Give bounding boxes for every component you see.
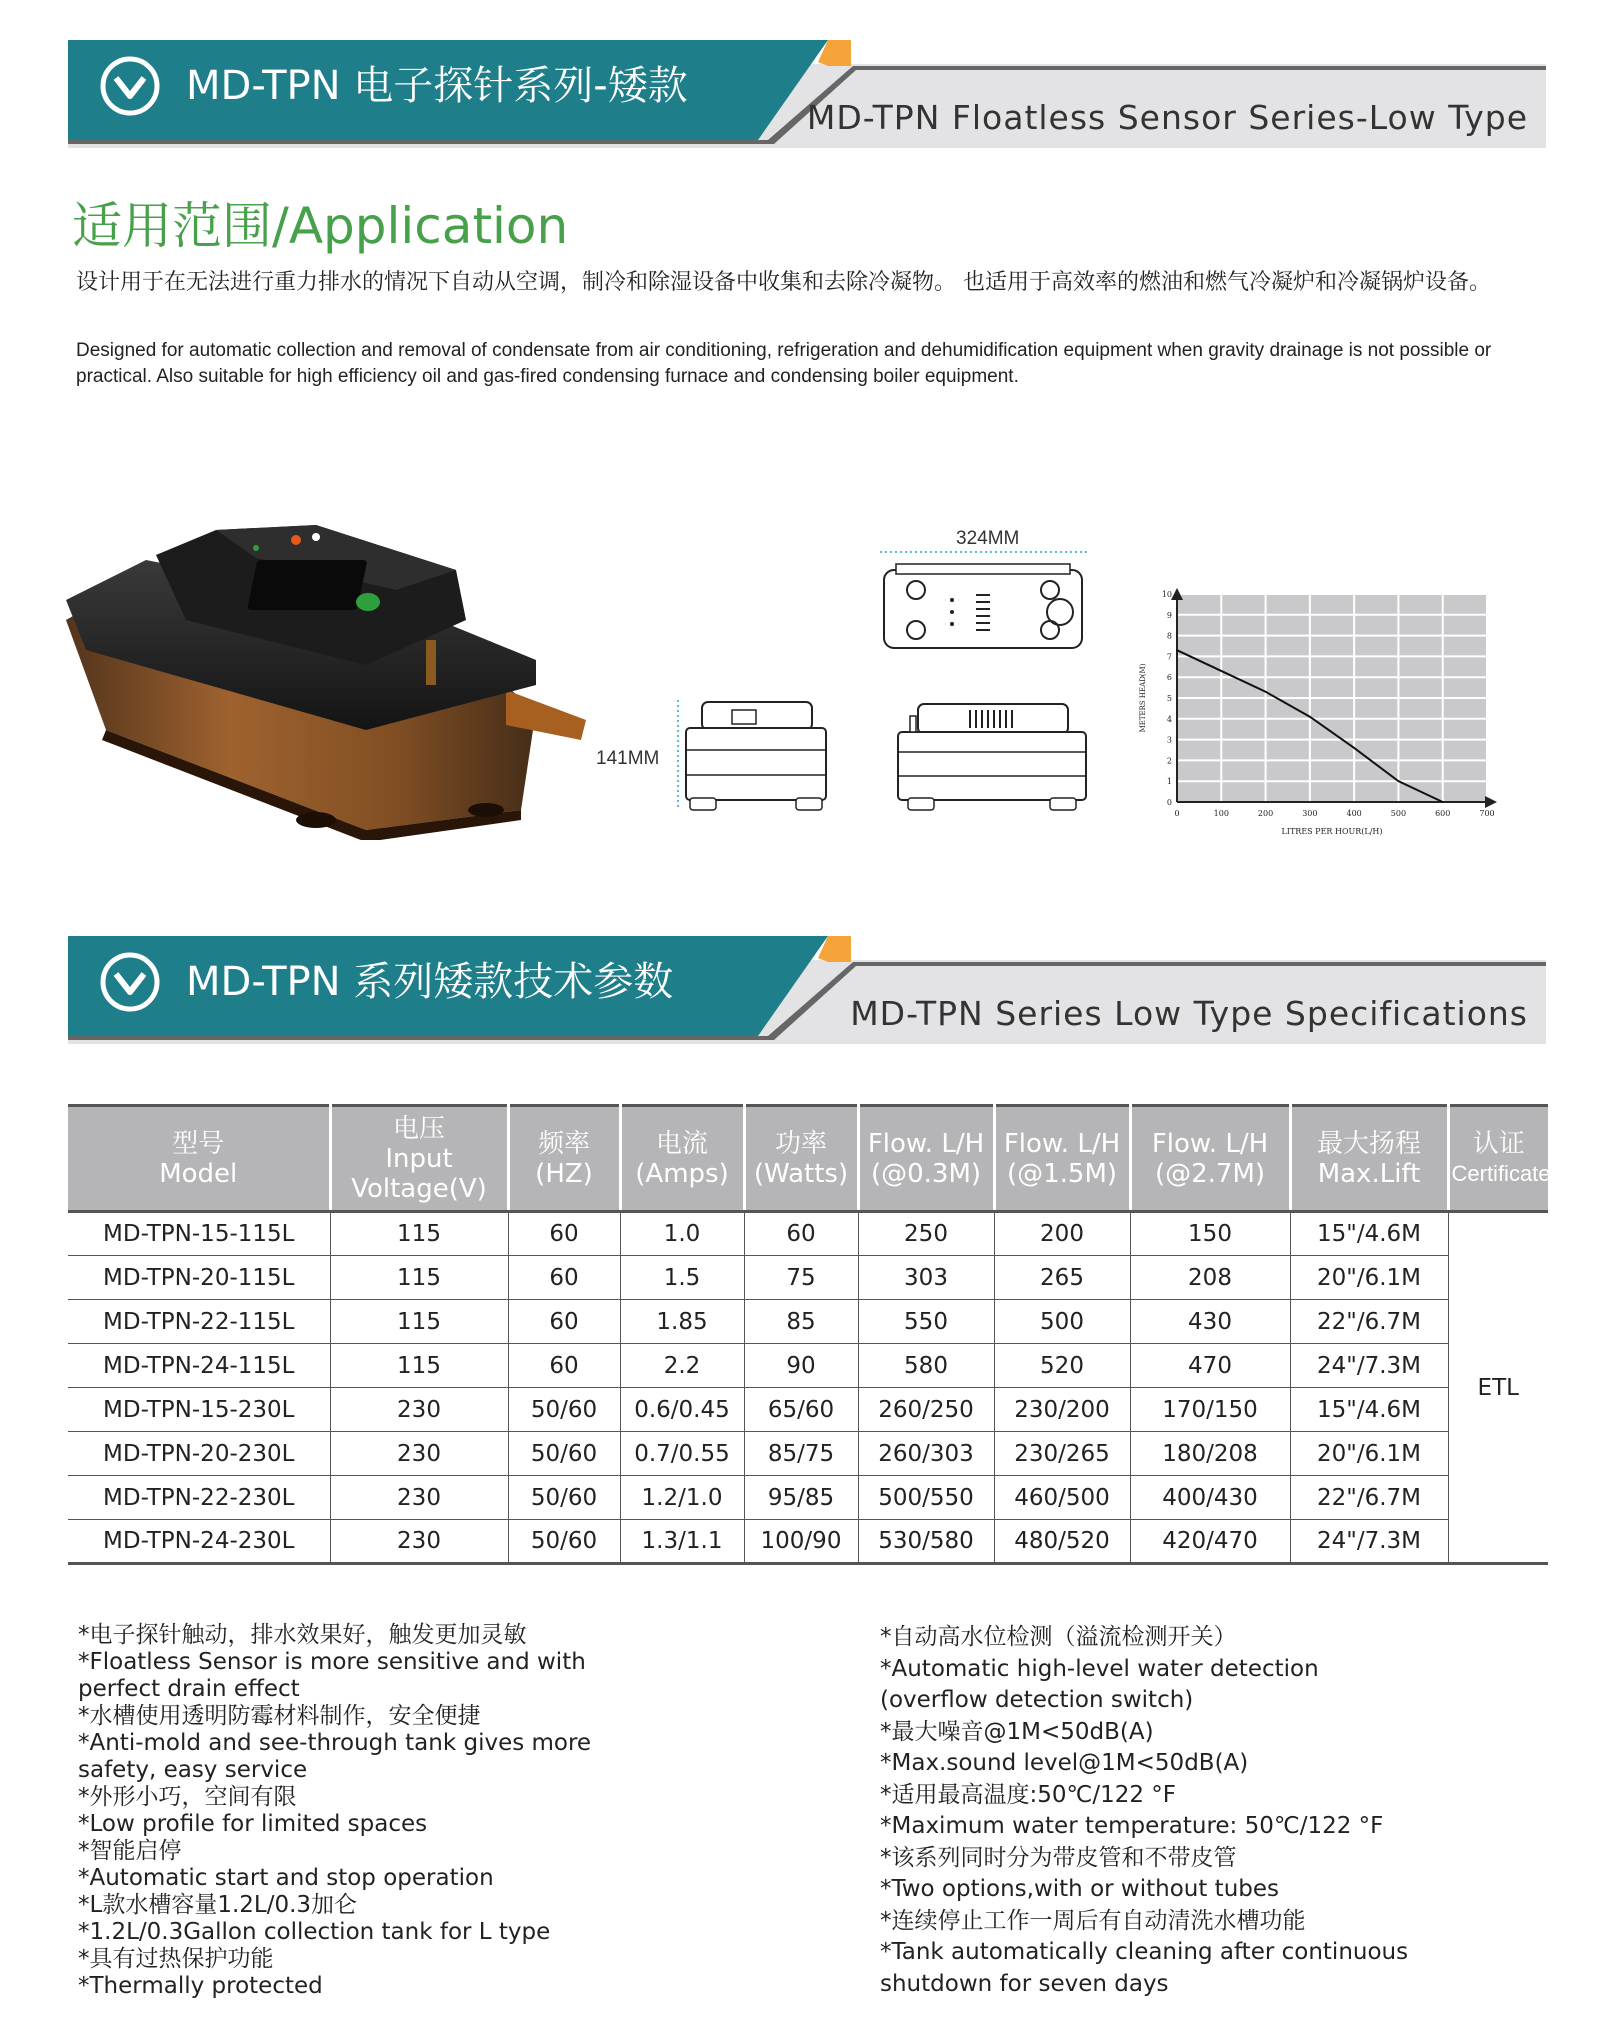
table-header-cell: Flow. L/H (@0.3M) [858,1106,994,1212]
table-header-cell: 功率 (Watts) [744,1106,858,1212]
application-heading: 适用范围/Application [72,197,569,255]
table-row [68,1388,1548,1432]
table-cell: 2.2 [620,1344,744,1388]
table-cell-model: MD-TPN-24-230L [68,1520,330,1564]
feature-line: *Low profile for limited spaces [78,1811,428,1837]
chart-y-tick-label: 1 [1166,777,1172,787]
chart-x-tick-label: 500 [1390,809,1407,818]
table-cell: 50/60 [508,1388,620,1432]
chart-x-tick-label: 0 [1174,809,1180,818]
table-cell: 460/500 [994,1476,1130,1520]
table-cell: 115 [330,1212,508,1256]
table-row [68,1520,1548,1564]
feature-line: *电子探针触动，排水效果好，触发更加灵敏 [78,1622,527,1648]
table-cell: 230 [330,1520,508,1564]
chart-x-tick-label: 600 [1435,809,1451,818]
table-header-cell: Flow. L/H (@1.5M) [994,1106,1130,1212]
table-cell: 1.0 [620,1212,744,1256]
table-cell: 420/470 [1130,1520,1290,1564]
feature-line: *Maximum water temperature: 50℃/122 °F [880,1813,1384,1839]
table-cell: 265 [994,1256,1130,1300]
table-cell: 550 [858,1300,994,1344]
product-photo [66,520,596,840]
table-cell: 520 [994,1344,1130,1388]
chart-x-axis-label: LITRES PER HOUR(L/H) [1281,827,1383,836]
table-cell: 1.5 [620,1256,744,1300]
table-cell: 470 [1130,1344,1290,1388]
chart-y-tick-label: 9 [1166,610,1172,620]
chart-x-tick-label: 300 [1302,809,1318,818]
table-cell: 500/550 [858,1476,994,1520]
feature-line: *最大噪音@1M<50dB(A) [880,1718,1154,1745]
table-cell: 115 [330,1344,508,1388]
feature-line: *智能启停 [78,1838,182,1864]
banner-title-en: MD-TPN Series Low Type Specifications [850,994,1528,1033]
table-cell: 208 [1130,1256,1290,1300]
chart-data-point [1353,747,1355,749]
table-row [68,1432,1548,1476]
chart-y-tick-label: 2 [1166,756,1172,766]
feature-line: safety, easy service [78,1757,308,1783]
feature-line: *自动高水位检测（溢流检测开关） [880,1624,1237,1650]
feature-line: *L款水槽容量1.2L/0.3加仑 [78,1892,358,1918]
features-list-left [78,1622,591,2000]
height-dimension-label: 141MM [596,748,660,769]
feature-line: perfect drain effect [78,1676,300,1702]
table-cell-certificate: ETL [1448,1212,1548,1564]
feature-line: *连续停止工作一周后有自动清洗水槽功能 [880,1907,1306,1934]
chart-data-point [1442,801,1444,803]
table-cell: 50/60 [508,1520,620,1564]
table-header-cell: Flow. L/H (@2.7M) [1130,1106,1290,1212]
feature-line: *外形小巧，空间有限 [78,1784,297,1810]
feature-line: *Two options,with or without tubes [880,1876,1280,1902]
table-header-cell: 电流 (Amps) [620,1106,744,1212]
table-cell: 430 [1130,1300,1290,1344]
chart-x-tick-label: 200 [1257,809,1274,818]
table-cell: 1.85 [620,1300,744,1344]
table-cell: 400/430 [1130,1476,1290,1520]
table-cell: 1.3/1.1 [620,1520,744,1564]
table-cell: 230 [330,1476,508,1520]
table-cell: 180/208 [1130,1432,1290,1476]
table-cell: 230/265 [994,1432,1130,1476]
table-row [68,1344,1548,1388]
table-cell: 115 [330,1256,508,1300]
table-cell: 85 [744,1300,858,1344]
feature-line: *Automatic start and stop operation [78,1865,494,1891]
feature-line: *Anti-mold and see-through tank gives more [78,1730,592,1756]
table-cell-model: MD-TPN-22-115L [68,1300,330,1344]
table-cell: 75 [744,1256,858,1300]
table-header-cell: 频率 (HZ) [508,1106,620,1212]
table-cell: 60 [508,1344,620,1388]
chevron-down-circle-icon [98,54,162,118]
table-cell: 15"/4.6M [1290,1388,1448,1432]
chart-y-axis-label: METERS HEAD(M) [1139,663,1147,733]
feature-line: *Automatic high-level water detection [880,1655,1319,1682]
chart-data-point [1265,691,1267,693]
table-cell: 65/60 [744,1388,858,1432]
table-cell: 170/150 [1130,1388,1290,1432]
banner-title-en: MD-TPN Floatless Sensor Series-Low Type [806,98,1528,137]
table-cell: 230/200 [994,1388,1130,1432]
chart-y-tick-label: 8 [1166,631,1172,641]
chart-x-axis-arrow [1485,796,1497,808]
chart-y-tick-label: 6 [1166,673,1172,683]
feature-line: *Max.sound level@1M<50dB(A) [880,1750,1249,1776]
banner-specs [68,936,1546,1044]
table-cell: 60 [508,1212,620,1256]
table-cell: 22"/6.7M [1290,1476,1448,1520]
feature-line: *具有过热保护功能 [78,1946,274,1972]
table-cell: 115 [330,1300,508,1344]
banner-title-cn: MD-TPN 电子探针系列-矮款 [186,63,688,109]
table-cell: 303 [858,1256,994,1300]
chevron-down-circle-icon [98,950,162,1014]
table-cell-model: MD-TPN-15-115L [68,1212,330,1256]
chart-y-tick-label: 0 [1166,798,1172,807]
performance-chart [1135,580,1515,840]
table-header-row [68,1106,1548,1212]
dimension-drawings [670,540,1110,830]
table-cell: 480/520 [994,1520,1130,1564]
table-row [68,1476,1548,1520]
table-cell: 20"/6.1M [1290,1256,1448,1300]
feature-line: shutdown for seven days [880,1970,1169,1997]
table-row [68,1212,1548,1256]
table-cell: 60 [744,1212,858,1256]
table-cell: 50/60 [508,1476,620,1520]
table-cell-model: MD-TPN-15-230L [68,1388,330,1432]
table-cell: 24"/7.3M [1290,1344,1448,1388]
table-row [68,1300,1548,1344]
feature-line: *Thermally protected [78,1973,323,1999]
chart-data-point [1220,670,1222,672]
chart-data-point [1398,780,1400,782]
spec-table [68,1104,1551,1565]
chart-y-tick-label: 5 [1166,694,1172,703]
feature-line: *1.2L/0.3Gallon collection tank for L type [78,1919,551,1945]
table-cell: 100/90 [744,1520,858,1564]
application-text-en: Designed for automatic collection and removal of condensate from air conditioning, refrigeration and dehumidification equipment when gravity drainage is not possible or practical. Also suitable for high efficiency oil and gas-fired condensing furnace and condensing boiler equipment. [76,340,1492,387]
table-cell: 90 [744,1344,858,1388]
table-cell: 60 [508,1256,620,1300]
table-cell: 22"/6.7M [1290,1300,1448,1344]
table-cell: 0.6/0.45 [620,1388,744,1432]
chart-data-point [1309,716,1311,718]
table-header-cell: 认证 Certificate [1448,1106,1548,1212]
table-header-cell: 型号 Model [68,1106,330,1212]
table-cell: 260/303 [858,1432,994,1476]
feature-line: *适用最高温度:50℃/122 °F [880,1781,1177,1808]
chart-x-tick-label: 100 [1213,809,1229,818]
chart-x-tick-label: 700 [1479,809,1495,818]
table-cell-model: MD-TPN-20-230L [68,1432,330,1476]
table-cell: 200 [994,1212,1130,1256]
chart-y-tick-label: 10 [1161,590,1172,599]
table-cell: 85/75 [744,1432,858,1476]
table-cell: 50/60 [508,1432,620,1476]
table-cell-model: MD-TPN-20-115L [68,1256,330,1300]
table-row [68,1256,1548,1300]
features-list-right [880,1622,1408,2000]
table-cell: 250 [858,1212,994,1256]
table-cell: 24"/7.3M [1290,1520,1448,1564]
table-cell: 230 [330,1388,508,1432]
banner-top [68,40,1546,148]
chart-y-tick-label: 3 [1166,735,1172,745]
table-cell: 530/580 [858,1520,994,1564]
table-cell: 580 [858,1344,994,1388]
application-text-cn: 设计用于在无法进行重力排水的情况下自动从空调，制冷和除湿设备中收集和去除冷凝物。 也适用于高效率的燃油和燃气冷凝炉和冷凝锅炉设备。 [76,270,1491,295]
table-header-cell: 电压 Input Voltage(V) [330,1106,508,1212]
table-cell: 95/85 [744,1476,858,1520]
table-cell: 150 [1130,1212,1290,1256]
table-cell: 20"/6.1M [1290,1432,1448,1476]
feature-line: *Tank automatically cleaning after continuous [880,1939,1409,1965]
table-cell-model: MD-TPN-24-115L [68,1344,330,1388]
table-cell: 15"/4.6M [1290,1212,1448,1256]
table-cell: 500 [994,1300,1130,1344]
table-header-cell: 最大扬程 Max.Lift [1290,1106,1448,1212]
table-cell: 230 [330,1432,508,1476]
table-cell-model: MD-TPN-22-230L [68,1476,330,1520]
table-cell: 60 [508,1300,620,1344]
feature-line: *水槽使用透明防霉材料制作，安全便捷 [78,1703,481,1729]
table-cell: 260/250 [858,1388,994,1432]
banner-title-cn: MD-TPN 系列矮款技术参数 [186,959,674,1005]
feature-line: *Floatless Sensor is more sensitive and with [78,1649,586,1675]
chart-x-tick-label: 400 [1346,809,1362,818]
length-dimension-label: 324MM [956,528,1020,549]
table-cell: 1.2/1.0 [620,1476,744,1520]
chart-y-tick-label: 7 [1166,652,1172,662]
feature-line: *该系列同时分为带皮管和不带皮管 [880,1844,1237,1871]
table-cell: 0.7/0.55 [620,1432,744,1476]
chart-data-point [1176,649,1178,651]
feature-line: (overflow detection switch) [880,1687,1194,1713]
chart-y-tick-label: 4 [1166,714,1172,724]
